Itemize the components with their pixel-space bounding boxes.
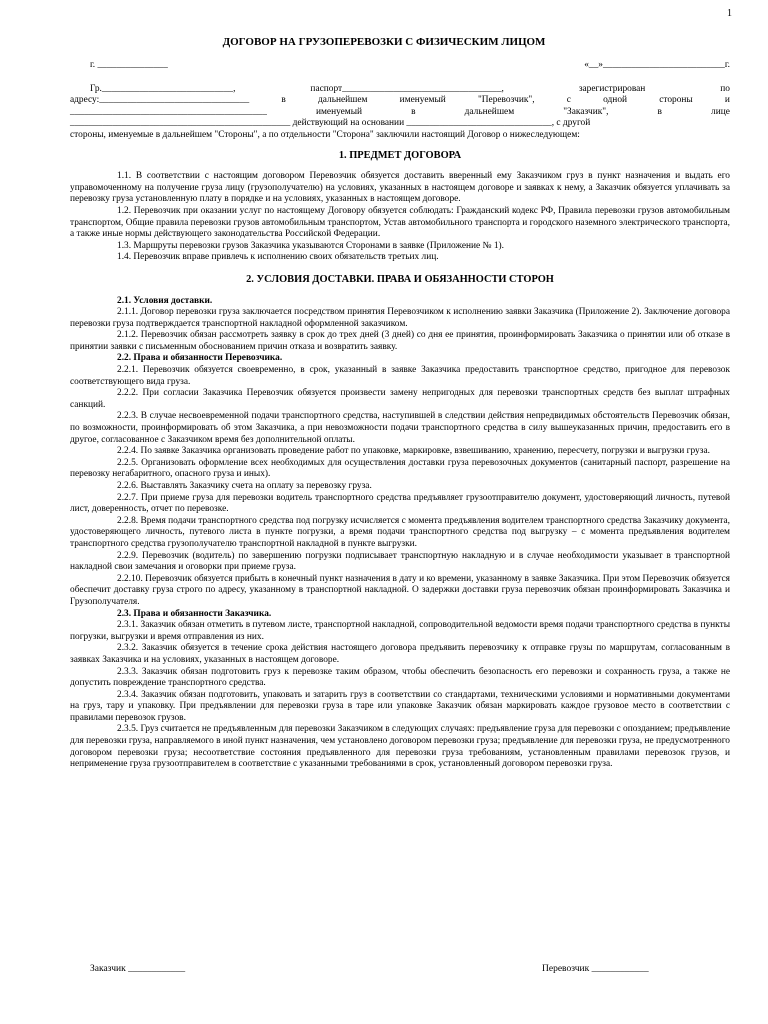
parties-block — [70, 84, 730, 142]
clause-2-2-7: 2.2.7. При приеме груза для перевозки водитель транспортного средства предъявляет грузоотправителю документ, удостоверяющий личность, путевой лист, доверенность, отчет по перевозке. — [70, 492, 730, 515]
section-1-heading: 1. ПРЕДМЕТ ДОГОВОРА — [338, 149, 462, 161]
carrier-signature: Перевозчик ____________ — [542, 964, 649, 974]
city-field: г. _______________ — [90, 60, 168, 70]
clause-1-1: 1.1. В соответствии с настоящим договором Перевозчик обязуется доставить вверенный ему Заказчиком груз в пункт назначения и выдать его управомоченному на получение груза лицу (грузополучателю) на условиях, указанных в настоящем договоре и заявках к нему, а Заказчик обязуется уплачивать за перевозку груза установленную плату в порядке и на условиях, указанных в настоящем договоре. — [70, 171, 730, 205]
parties-line: Гр.____________________________, паспорт__________________________________, зарегистрирован по — [90, 83, 730, 94]
subsection-2-3-heading: 2.3. Права и обязанности Заказчика. — [117, 608, 272, 619]
clause-2-3-5: 2.3.5. Груз считается не предъявленным для перевозки Заказчиком в следующих случаях: предъявление груза для перевозки с опозданием; предъявление для перевозки груза, направляемого в иной пункт назначения, чем установлено договором перевозки груза; предъявление для перевозки груза, не предусмотренного договором перевозки груза; несоответствие состояния предъявленного для перевозки груза требованиям, установленным правилами перевозок грузов, и неприменение груза грузоотправителем в соответствие с указанными требованиями в срок, установленный договором перевозки груза. — [70, 724, 730, 770]
clause-2-2-6: 2.2.6. Выставлять Заказчику счета на оплату за перевозку груза. — [117, 481, 372, 491]
clause-1-2: 1.2. Перевозчик при оказании услуг по настоящему Договору обязуется соблюдать: Гражданский кодекс РФ, Правила перевозки грузов автомобильным транспортом, Общие правила перевозки грузов автомобильным транспортом, Устав автомобильного транспорта и городского наземного электрического транспорта, а также иные нормы действующего законодательства Российской Федерации. — [70, 205, 730, 240]
clause-1-3: 1.3. Маршруты перевозки грузов Заказчика указываются Сторонами в заявке (Приложение № 1). — [117, 240, 504, 251]
parties-line: _______________________________________________ действующий на основании _______________________________, с другой — [70, 118, 591, 129]
clause-2-3-2: 2.3.2. Заказчик обязуется в течение срока действия настоящего договора предъявить перевозчику к отправке грузы по маршрутам, согласованным в заявках Заказчика и на условиях, указанных в настоящем договоре. — [70, 643, 730, 665]
clause-2-2-10: 2.2.10. Перевозчик обязуется прибыть в конечный пункт назначения в дату и ко времени, указанному в заявке Заказчика. При этом Перевозчик обязуется обеспечит доставку груза строго по адресу, указанному в транспортной накладной. О задержки доставки груза перевозчик обязан проинформировать Заказчика и Грузополучателя. — [70, 573, 730, 607]
clause-2-2-3: 2.2.3. В случае несвоевременной подачи транспортного средства, наступившей в следствии действия непредвидимых обстоятельств Перевозчик обязан, по возможности, проинформировать об этом Заказчика, а при невозможности подачи транспортного средства в силу вышеуказанных причин, предоставить его в другое, согласованное с Заказчиком время без дополнительной оплаты. — [70, 411, 730, 445]
subsection-2-2-heading: 2.2. Права и обязанности Перевозчика. — [117, 353, 283, 364]
clause-2-2-4: 2.2.4. По заявке Заказчика организовать проведение работ по упаковке, маркировке, взвешиванию, хранению, пересчету, погрузки и выгрузки груза. — [117, 446, 710, 457]
clause-2-2-5: 2.2.5. Организовать оформление всех необходимых для осуществления доставки груза перевозочных документов (санитарный паспорт, разрешение на перевозку негабаритного, опасного груза и иных). — [70, 457, 730, 480]
document-body — [70, 60, 730, 771]
section-2-heading: 2. УСЛОВИЯ ДОСТАВКИ. ПРАВА И ОБЯЗАННОСТИ СТОРОН — [246, 273, 554, 285]
document-title: ДОГОВОР НА ГРУЗОПЕРЕВОЗКИ С ФИЗИЧЕСКИМ ЛИЦОМ — [222, 36, 546, 48]
clause-2-3-4: 2.3.4. Заказчик обязан подготовить, упаковать и затарить груз в соответствии со стандартами, техническими условиями и нормативными документами на груз, тару и упаковку. При предъявлении для перевозки груза в таре или упаковке Заказчик обязан маркировать каждое грузовое место в соответствии с правилами перевозок грузов. — [70, 689, 730, 723]
clause-1-4: 1.4. Перевозчик вправе привлечь к исполнению своих обязательств третьих лиц. — [117, 252, 439, 263]
subsection-2-1-heading: 2.1. Условия доставки. — [117, 295, 213, 306]
page-number: 1 — [727, 8, 732, 19]
clause-2-3-1: 2.3.1. Заказчик обязан отметить в путевом листе, транспортной накладной, сопроводительной ведомости время подачи транспортного средства в пункты погрузки, выгрузки и время отправления из них. — [70, 620, 730, 642]
customer-signature: Заказчик ____________ — [90, 964, 186, 974]
parties-line: стороны, именуемые в дальнейшем "Стороны", а по отдельности "Сторона" заключили настоящий Договор о нижеследующем: — [70, 129, 580, 140]
clause-2-3-3: 2.3.3. Заказчик обязан подготовить груз к перевозке таким образом, чтобы обеспечить безопасность его перевозки и сохранность груза, а также не допустить повреждение транспортного средства. — [70, 666, 730, 689]
clause-2-2-1: 2.2.1. Перевозчик обязуется своевременно, в срок, указанный в заявке Заказчика предоставить транспортное средство, пригодное для перевозок соответствующего вида груза. — [70, 365, 730, 387]
clause-2-2-8: 2.2.8. Время подачи транспортного средства под погрузку исчисляется с момента предъявления водителем транспортного средства Заказчику документа, удостоверяющего личность, путевого листа в пункте погрузки, а время подачи транспортного средства под выгрузку – с момента предъявления водителем транспортного средства грузополучателю транспортной накладной в пункте выгрузки. — [70, 515, 730, 549]
date-field: «__»__________________________г. — [584, 60, 730, 70]
parties-line: __________________________________________ именуемый в дальнейшем "Заказчик", в лице — [70, 106, 730, 117]
clause-2-1-2: 2.1.2. Перевозчик обязан рассмотреть заявку в срок до трех дней (3 дней) со дня ее принятия, проинформировать Заказчика о принятии или об отказе в принятии заявки с письменным обоснованием причин отказа и возвратить заявку. — [70, 330, 730, 352]
clause-2-1-1: 2.1.1. Договор перевозки груза заключается посредством принятия Перевозчиком к исполнению заявки Заказчика (Приложение 2). Заключение договора перевозки груза подтверждается транспортной накладной оформленной заказчиком. — [70, 307, 730, 329]
parties-line: адресу:________________________________ в дальнейшем именуемый "Перевозчик", с одной стороны и — [70, 95, 730, 106]
clause-2-2-9: 2.2.9. Перевозчик (водитель) по завершению погрузки подписывает транспортную накладную и в случае необходимости указывает в транспортной накладной свои замечания и оговорки при приеме груза. — [70, 550, 730, 573]
clause-2-2-2: 2.2.2. При согласии Заказчика Перевозчик обязуется произвести замену непригодных для перевозки транспортных средств без выплат штрафных санкций. — [70, 388, 730, 410]
header-row — [70, 60, 730, 72]
